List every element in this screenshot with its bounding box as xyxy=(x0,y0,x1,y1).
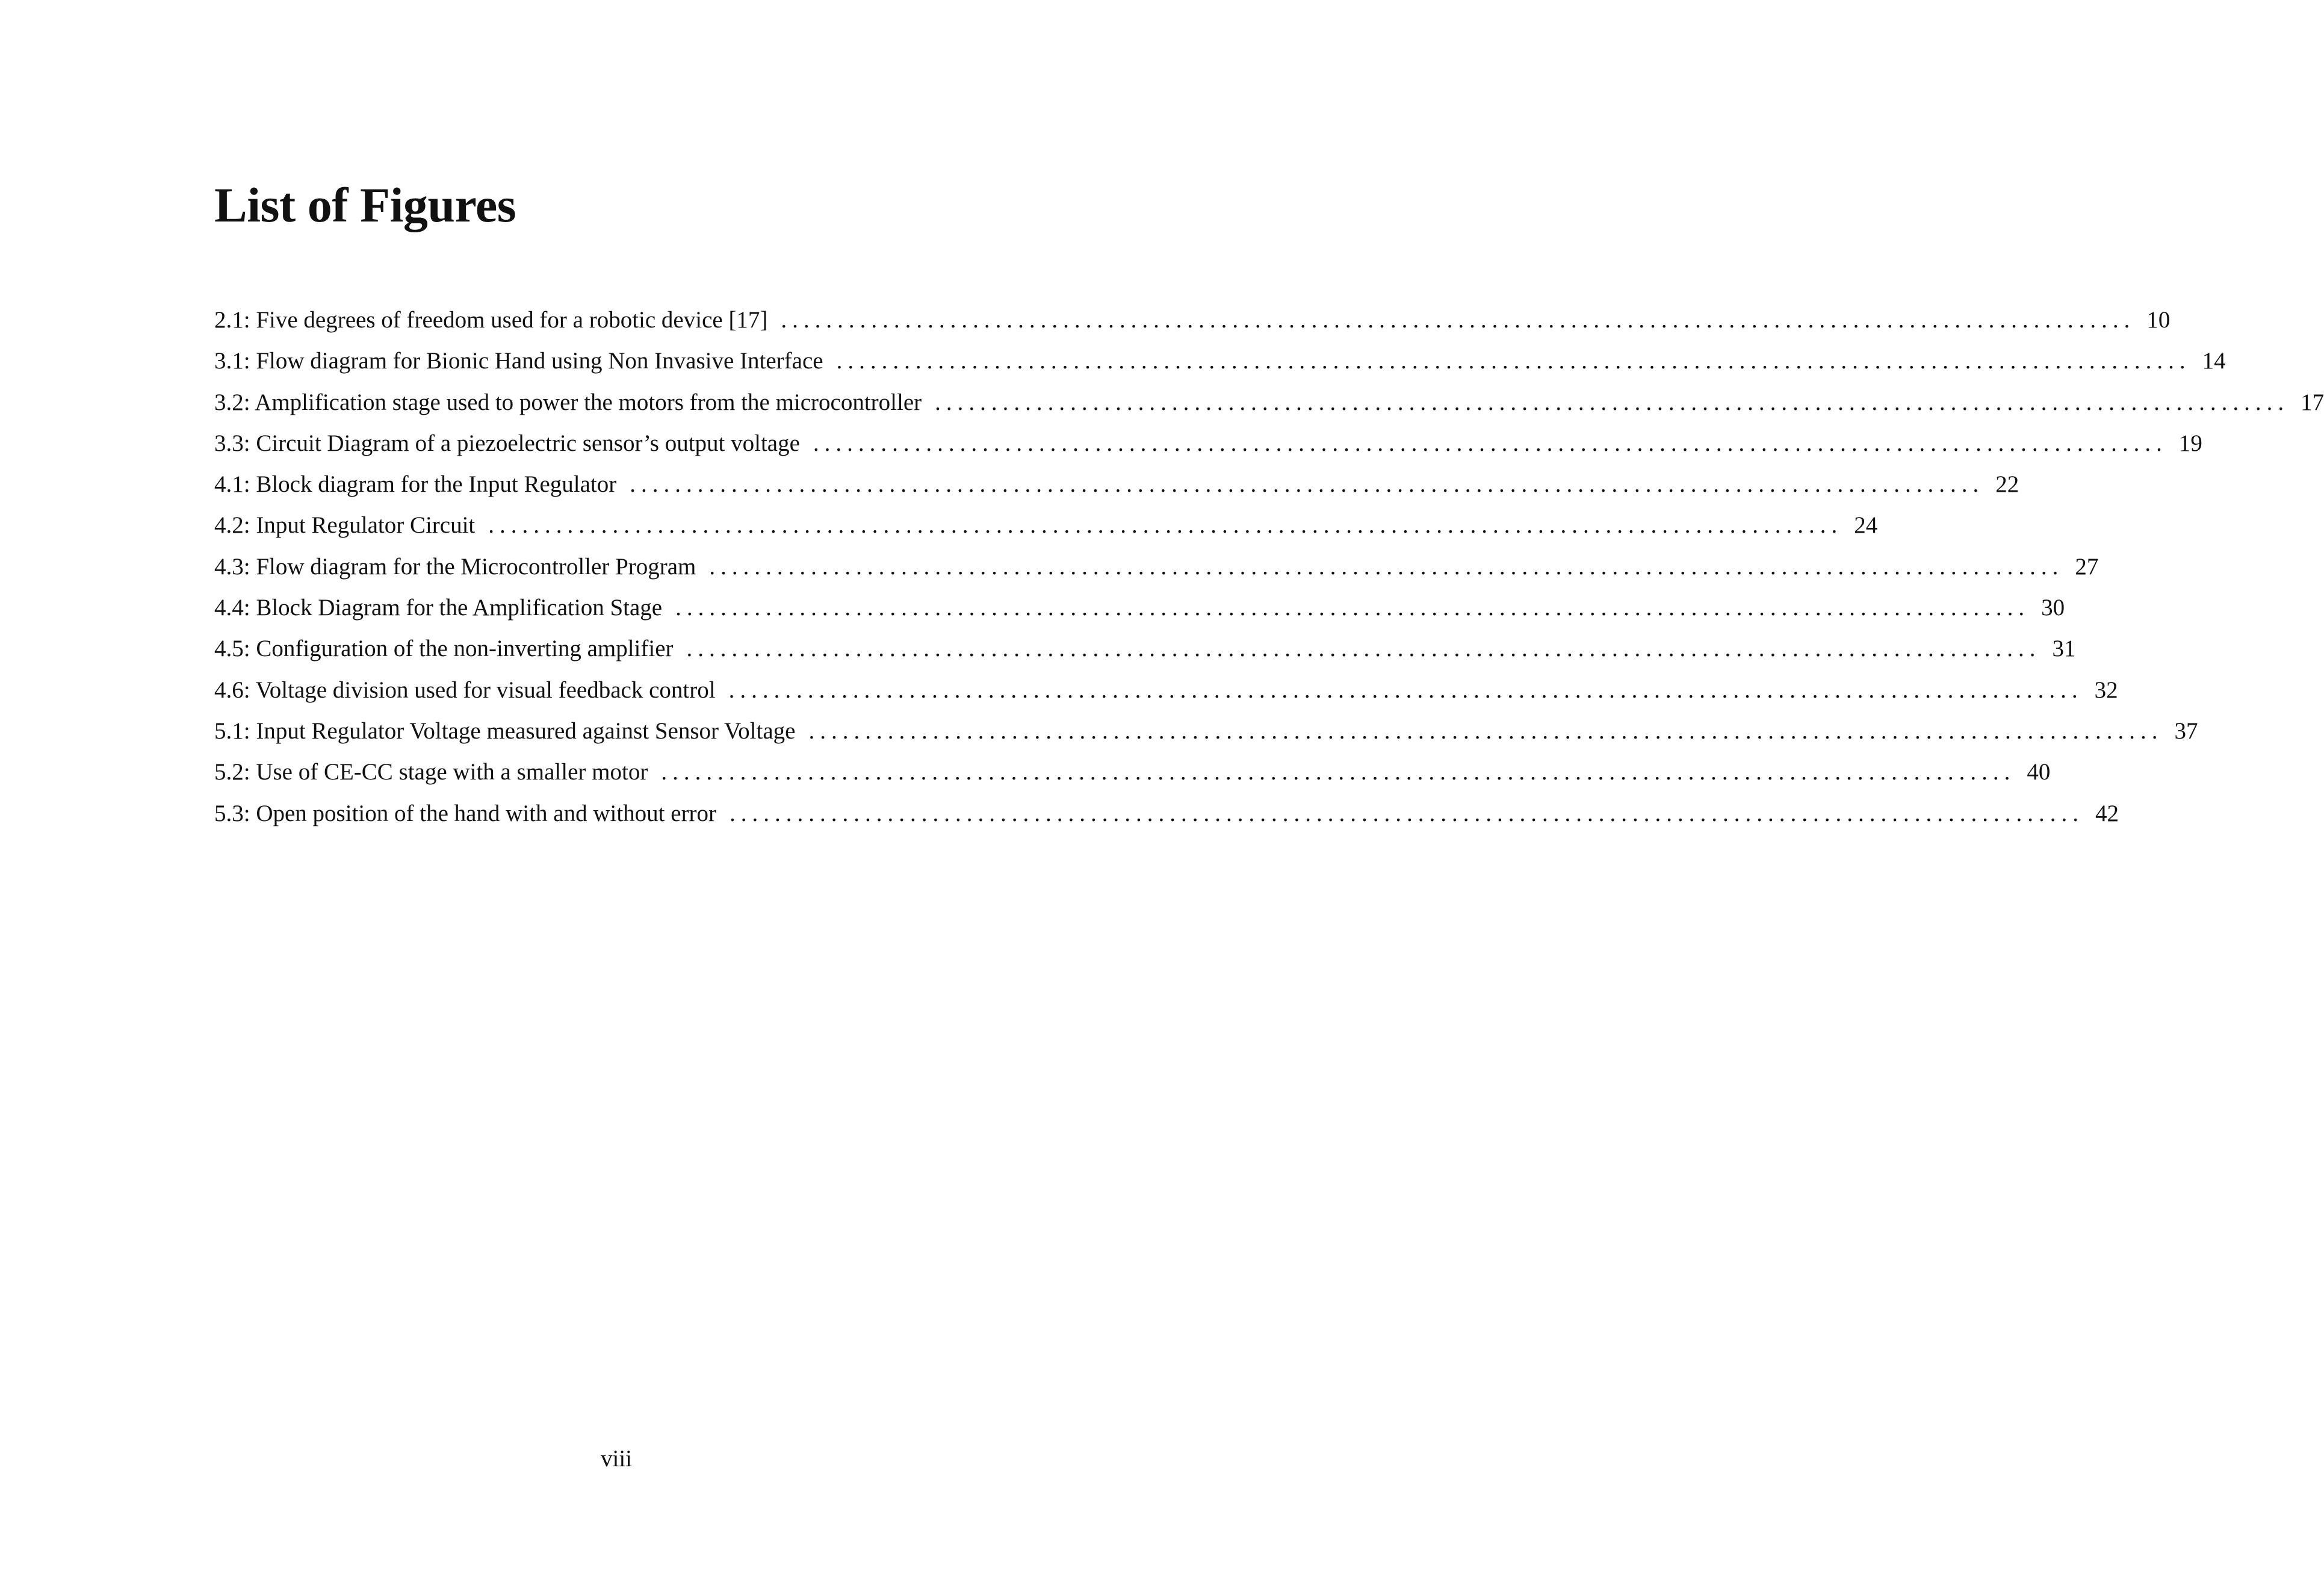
figure-page-number: 30 xyxy=(2041,595,2065,621)
list-item xyxy=(214,386,2324,427)
list-item xyxy=(214,632,2076,673)
figure-page-number: 10 xyxy=(2146,307,2171,333)
figure-caption: 3.3: Circuit Diagram of a piezoelectric sensor’s output voltage xyxy=(214,430,800,456)
list-item xyxy=(214,468,2019,509)
figure-caption: 4.6: Voltage division used for visual feedback control xyxy=(214,677,716,703)
dot-leader: ........................................................................................................................ xyxy=(488,512,1843,539)
list-item xyxy=(214,344,2226,385)
dot-leader: ........................................................................................................................ xyxy=(935,389,2290,415)
list-item xyxy=(214,303,2171,344)
figure-caption: 4.5: Configuration of the non-inverting amplifier xyxy=(214,636,674,662)
list-item xyxy=(214,427,2202,468)
figure-caption: 5.2: Use of CE-CC stage with a smaller motor xyxy=(214,759,648,785)
dot-leader: ........................................................................................................................ xyxy=(630,471,1985,498)
page-title: List of Figures xyxy=(214,178,516,232)
page-number: viii xyxy=(600,1446,632,1472)
figure-caption: 4.2: Input Regulator Circuit xyxy=(214,512,476,539)
dot-leader: ........................................................................................................................ xyxy=(728,677,2083,703)
dot-leader: ........................................................................................................................ xyxy=(808,717,2163,744)
figure-caption: 2.1: Five degrees of freedom used for a robotic device [17] xyxy=(214,307,768,333)
figure-caption: 5.3: Open position of the hand with and without error xyxy=(214,800,717,826)
figure-caption: 4.1: Block diagram for the Input Regulator xyxy=(214,471,617,498)
dot-leader: ........................................................................................................................ xyxy=(813,430,2168,456)
figure-page-number: 19 xyxy=(2178,430,2202,456)
figure-caption: 5.1: Input Regulator Voltage measured against Sensor Voltage xyxy=(214,717,796,744)
figure-page-number: 14 xyxy=(2202,348,2226,374)
dot-leader: ........................................................................................................................ xyxy=(661,759,2016,785)
dot-leader: ........................................................................................................................ xyxy=(675,595,2030,621)
dot-leader: ........................................................................................................................ xyxy=(781,307,2136,333)
figure-page-number: 27 xyxy=(2075,553,2099,580)
list-item xyxy=(214,550,2099,591)
figure-caption: 3.2: Amplification stage used to power the motors from the microcontroller xyxy=(214,389,922,415)
figure-page-number: 32 xyxy=(2094,677,2118,703)
figure-page-number: 40 xyxy=(2027,759,2051,785)
figure-page-number: 37 xyxy=(2174,717,2198,744)
figure-page-number: 17 xyxy=(2301,389,2324,415)
figure-page-number: 24 xyxy=(1854,512,1878,539)
figure-caption: 3.1: Flow diagram for Bionic Hand using Non Invasive Interface xyxy=(214,348,823,374)
list-item xyxy=(214,714,2198,755)
list-item xyxy=(214,591,2065,632)
figure-caption: 4.3: Flow diagram for the Microcontroller Program xyxy=(214,553,696,580)
dot-leader: ........................................................................................................................ xyxy=(836,348,2191,374)
dot-leader: ........................................................................................................................ xyxy=(686,636,2041,662)
list-item xyxy=(214,509,1878,550)
list-item xyxy=(214,755,2051,796)
list-item xyxy=(214,674,2118,714)
list-item xyxy=(214,797,2119,838)
figure-page-number: 31 xyxy=(2052,636,2076,662)
dot-leader: ........................................................................................................................ xyxy=(709,553,2064,580)
figure-caption: 4.4: Block Diagram for the Amplification Stage xyxy=(214,595,663,621)
list-of-figures xyxy=(214,303,2324,838)
figure-page-number: 22 xyxy=(1995,471,2019,498)
figure-page-number: 42 xyxy=(2095,800,2119,826)
dot-leader: ........................................................................................................................ xyxy=(730,800,2084,826)
